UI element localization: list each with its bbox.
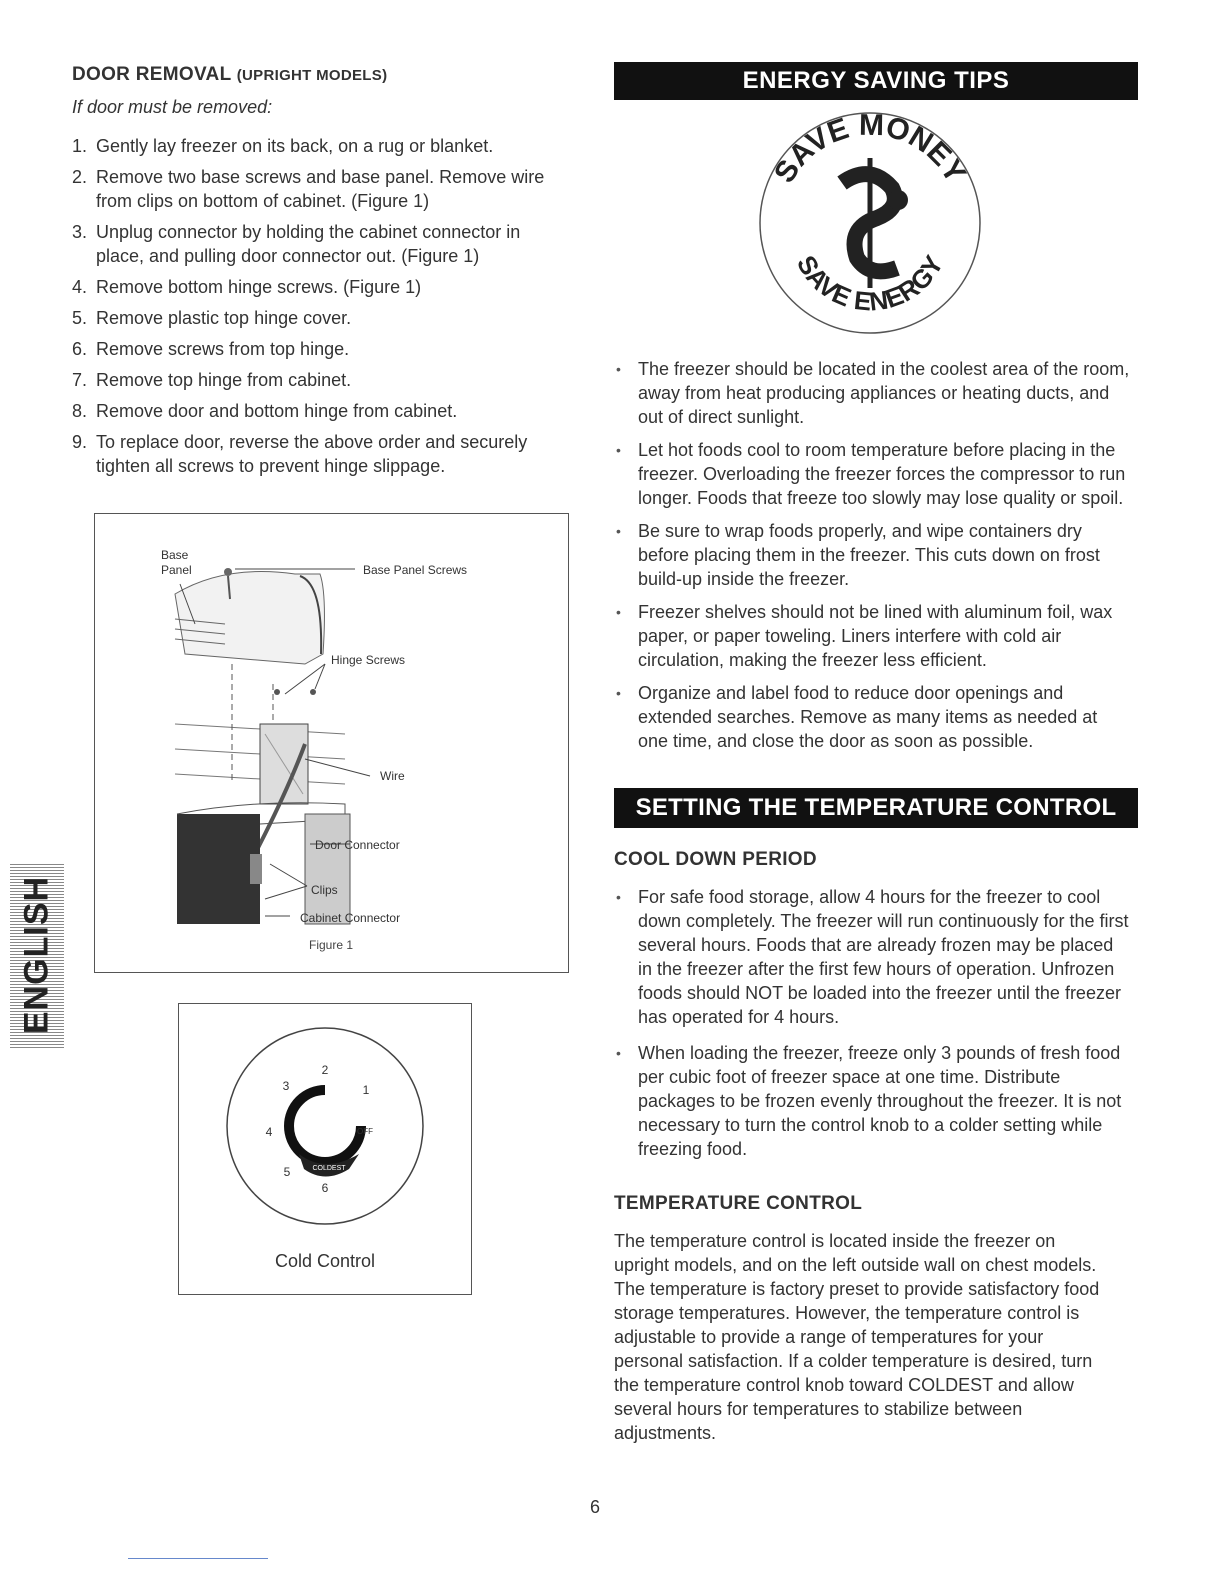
temperature-control-text: The temperature control is located inside the freezer on upright models, and on the left outside wall on chest models. The temperature is factory preset to provide satisfactory food storage temperatures. However, the temperature control is adjustable to provide a range of temperatures for your personal satisfaction. If a colder temperature is desired, turn the temperature control knob toward COLDEST and allow several hours for temperatures to stabilize between adjustments. (614, 1231, 1100, 1443)
list-item: 5. Remove plastic top hinge cover. (72, 308, 352, 328)
dial-number-3: 3 (282, 1079, 290, 1093)
label-hinge-screws: Hinge Screws (331, 653, 406, 667)
list-item: 7. Remove top hinge from cabinet. (72, 370, 352, 390)
energy-saving-banner: ENERGY SAVING TIPS (614, 62, 1138, 100)
label-base: Base (161, 548, 189, 562)
dial-off-label: OFF (357, 1127, 373, 1136)
language-side-tab: ENGLISH (10, 862, 64, 1048)
list-item: 1. Gently lay freezer on its back, on a rug or blanket. (72, 136, 494, 156)
page-number: 6 (590, 1497, 601, 1517)
dial-number-6: 6 (321, 1181, 329, 1195)
door-removal-intro: If door must be removed: (72, 97, 273, 117)
label-wire: Wire (380, 769, 405, 783)
figure-2-caption: Cold Control (274, 1251, 376, 1271)
list-item: 2. Remove two base screws and base panel. Remove wire from clips on bottom of cabinet. (Figure 1) (72, 167, 545, 211)
temperature-control-banner: SETTING THE TEMPERATURE CONTROL (614, 788, 1138, 828)
label-clips: Clips (311, 883, 338, 897)
list-item: • Freezer shelves should not be lined with aluminum foil, wax paper, or paper toweling. Liners interfere with cold air circulation, making the freezer less efficient. (612, 600, 1132, 672)
list-item: • For safe food storage, allow 4 hours for the freezer to cool down completely. The freezer will run continuously for the first several hours. Foods that are already frozen may be placed in the freezer after the first few hours of operation. Unfrozen foods should NOT be loaded into the freezer until the freezer has operated for 4 hours. (612, 885, 1132, 1029)
list-item: • Organize and label food to reduce door openings and extended searches. Remove as many items as needed at one time, and close the door as soon as possible. (612, 681, 1132, 753)
dial-number-2: 2 (321, 1063, 329, 1077)
cool-down-list (612, 885, 1132, 1170)
temperature-control-heading: TEMPERATURE CONTROL (614, 1193, 863, 1214)
figure-1-caption: Figure 1 (308, 938, 354, 952)
dial-coldest-label: COLDEST (312, 1165, 346, 1172)
door-removal-heading: DOOR REMOVAL (UPRIGHT MODELS) (72, 64, 388, 85)
list-item: 4. Remove bottom hinge screws. (Figure 1) (72, 277, 422, 297)
save-money-energy-logo (752, 108, 988, 338)
figure-cold-control (178, 1003, 472, 1295)
footer-line (128, 1558, 268, 1559)
label-cabinet-connector: Cabinet Connector (300, 911, 401, 925)
list-item: • When loading the freezer, freeze only 3 pounds of fresh food per cubic foot of freezer space at one time. Distribute packages to be frozen evenly throughout the freezer. It is not necessary to turn the control knob to a colder setting while freezing food. (612, 1041, 1132, 1161)
list-item: • The freezer should be located in the coolest area of the room, away from heat producing appliances or heating ducts, and out of direct sunlight. (612, 357, 1132, 429)
label-panel: Panel (161, 563, 192, 577)
list-item: 9. To replace door, reverse the above order and securely tighten all screws to prevent hinge slippage. (72, 432, 528, 476)
list-item: • Be sure to wrap foods properly, and wipe containers dry before placing them in the freezer. This cuts down on frost build-up inside the freezer. (612, 519, 1132, 591)
door-removal-steps (72, 134, 562, 485)
energy-tips-list (612, 357, 1132, 762)
list-item: 3. Unplug connector by holding the cabinet connector in place, and pulling door connector out. (Figure 1) (72, 222, 521, 266)
figure-1 (94, 513, 569, 973)
hinge-diagram (95, 514, 568, 972)
label-door-connector: Door Connector (315, 838, 400, 852)
logo-bottom-text: SAVE ENERGY (790, 250, 950, 317)
dial-number-4: 4 (265, 1125, 273, 1139)
logo-top-text: SAVE MONEY (768, 108, 972, 189)
cold-control-dial (179, 1004, 471, 1294)
list-item: • Let hot foods cool to room temperature before placing in the freezer. Overloading the freezer forces the compressor to run longer. Foods that freeze too slowly may lose quality or spoil. (612, 438, 1132, 510)
dial-number-1: 1 (362, 1083, 370, 1097)
cool-down-heading: COOL DOWN PERIOD (614, 849, 817, 870)
list-item: 6. Remove screws from top hinge. (72, 339, 350, 359)
label-base-panel-screws: Base Panel Screws (363, 563, 468, 577)
list-item: 8. Remove door and bottom hinge from cabinet. (72, 401, 458, 421)
dial-number-5: 5 (283, 1165, 291, 1179)
